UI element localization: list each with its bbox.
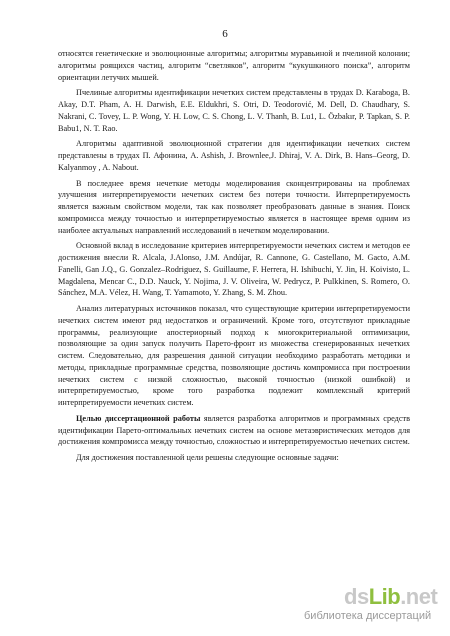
- paragraph-research-goal: [58, 413, 410, 448]
- page-number: 6: [222, 28, 228, 40]
- paragraph-bee-algorithms: Пчелиные алгоритмы идентификации нечетких систем представлены в трудах D. Karaboga, B. Akay, D.T. Pham, A. H. Darwish, E.E. Eldukhri, S. Otri, D. Teodorović, M. Dell, D. Chaudhary, S. Nakrani, C. Tovey, L. P. Wong, Y. H. Low, C. S. Chong, L. V. Thanh, B. Lu1, L. Özbakır, P. Tapkan, S. P. Babu1, N. T. Rao.: [58, 88, 410, 133]
- paragraph-contributors: Основной вклад в исследование критериев интерпретируемости нечетких систем и методов ее достижения внесли R. Alcala, J.Alonso, J.M. Andújar, R. Cannone, G. Castellano, M. Gacto, A.M. Fanelli, Gan J.Q., G. Gonzalez–Rodriguez, S. Guillaume, F. Herrera, H. Ishibuchi, Y. Jin, H. Koivisto, L. Magdalena, Mencar C., D.D. Nauck, Y. Nojima, J. V. Oliveira, W. Pedrycz, P. Pulkkinen, S. Romero, O. Sánchez, M.A. Vélez, H. Wang, T. Yamamoto, Y. Zhang, S. M. Zhou.: [58, 241, 410, 298]
- dslib-logo: dsLib.net: [344, 584, 438, 609]
- dslib-watermark: [286, 584, 446, 632]
- research-goal-heading: Целью диссертационной работы: [76, 413, 201, 423]
- research-goal-text: является разработка алгоритмов и программных средств идентификации Парето-оптимальных нечетких систем на основе метаэвристических методов для достижения компромисса между точностью, сложностью и интерпретируемостью нечетких систем.: [58, 413, 410, 447]
- paragraph-evolution-strategy: Алгоритмы адаптивной эволюционной стратегии для идентификации нечетких систем представлены в трудах П. Афонина, A. Ashish, J. Brownlee,J. Dhiraj, V. A. Dirk, B. Hans–Georg, D. Kalyanmoy , A. Nabout.: [58, 139, 410, 172]
- dslib-subtitle: библиотека диссертаций: [304, 610, 432, 622]
- page-body: [58, 48, 410, 464]
- paragraph-interpretability: В последнее время нечеткие методы моделирования сконцентрированы на проблемах улучшения интерпретируемости нечетких систем без потери точности. Интерпретируемость является важным свойством модели, так как позволяет преобразовать данные в знания. Поиск компромисса между точностью и интерпретируемостью является в настоящее время одним из наиболее актуальных направлений исследований в нечетком моделировании.: [58, 178, 410, 235]
- paragraph-literature-analysis: Анализ литературных источников показал, что существующие критерии интерпретируемости нечетких систем имеют ряд недостатков и ограничений. Кроме того, отсутствуют прикладные программы, реализующие апостериорный подход к многокритериальной оптимизации, позволяющие за один запуск получить Парето-фронт из множества сгенерированных нечетких систем. Следовательно, для разрешения данной ситуации необходимо разработать методики и методы, прикладные программные средства, позволяющие достичь компромисса при построении нечетких систем с низкой сложностью, высокой точностью (низкой ошибкой) и интерпретируемостью, кроме того разработка подлежит комплексный критерий интерпретируемости нечетких систем.: [58, 304, 410, 407]
- paragraph-tasks-intro: Для достижения поставленной цели решены следующие основные задачи:: [76, 453, 339, 462]
- paragraph-continuation: относятся генетические и эволюционные алгоритмы; алгоритмы муравьиной и пчелиной колонии; алгоритмы роящихся частиц, алгоритм “светляков”, алгоритм “кукушкиного поиска”, алгоритм ориентации летучих мышей.: [58, 49, 410, 82]
